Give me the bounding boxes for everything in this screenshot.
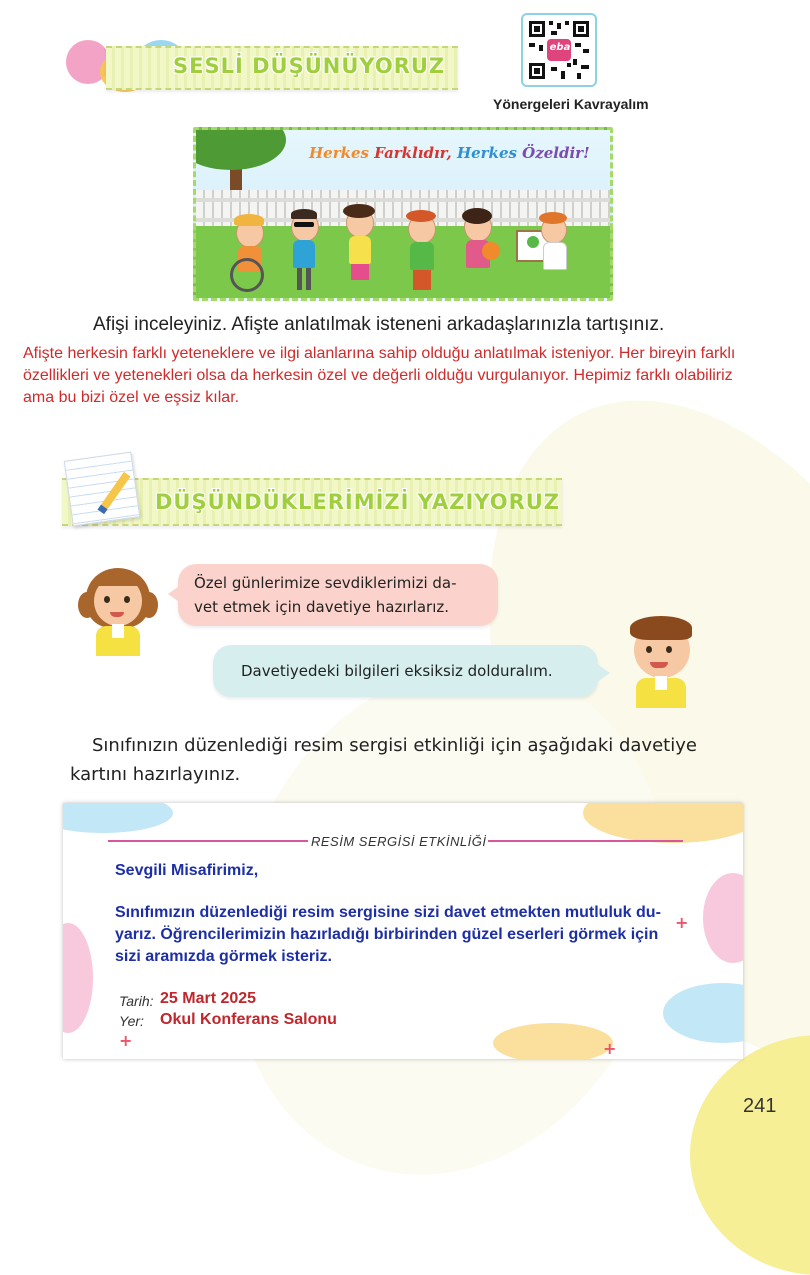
qr-caption: Yönergeleri Kavrayalım — [493, 96, 649, 112]
poster-title-word: Farklıdır, — [374, 144, 452, 162]
section-title: SESLİ DÜŞÜNÜYORUZ — [173, 54, 446, 78]
instruction-text — [70, 731, 770, 789]
answer-line: ama bu bizi özel ve eşsiz kılar. — [23, 389, 240, 406]
qr-code[interactable] — [521, 13, 597, 87]
poster-image — [193, 127, 613, 301]
qr-logo-text: eba — [549, 42, 571, 53]
plus-decoration: + — [603, 1039, 617, 1058]
place-label: Yer: — [119, 1013, 144, 1029]
speech-bubble-girl — [178, 564, 498, 626]
paint-stroke — [663, 983, 743, 1043]
place-value: Okul Konferans Salonu — [160, 1011, 337, 1028]
invitation-card — [63, 803, 743, 1059]
paint-stroke — [583, 803, 743, 843]
paint-stroke — [493, 1023, 613, 1059]
answer-line: Afişte herkesin farklı yeteneklere ve ilgi alanlarına sahip olduğu anlatılmak isteniyor. Her bireyin farklı — [23, 345, 736, 362]
answer-text — [23, 343, 808, 409]
boy-character — [624, 614, 704, 710]
section-banner-sesli-dusunuyoruz — [60, 38, 470, 96]
card-heading: RESİM SERGİSİ ETKİNLİĞİ — [311, 834, 487, 849]
fence-rail — [196, 198, 610, 202]
poster-title-word: Herkes — [309, 144, 369, 162]
bubble-line: Davetiyedeki bilgileri eksiksiz dolduralım. — [241, 662, 553, 680]
poster-title — [309, 144, 590, 162]
card-body-line: yarız. Öğrencilerimizin hazırladığı birbirinden güzel eserleri görmek için — [115, 926, 659, 943]
plus-decoration: + — [675, 913, 689, 932]
date-label: Tarih: — [119, 993, 154, 1009]
heading-rule — [488, 840, 683, 842]
answer-line: özellikleri ve yetenekleri olsa da herkesin özel ve değerli olduğu vurgulanıyor. Hepimiz farklı olabiliriz — [23, 367, 733, 384]
bubble-line: vet etmek için davetiye hazırlarız. — [194, 598, 449, 616]
instruction-line: kartını hazırlayınız. — [70, 764, 241, 785]
page-corner-decoration — [690, 1035, 810, 1275]
paint-stroke — [63, 803, 173, 833]
bubble-line: Özel günlerimize sevdiklerimizi da- — [194, 574, 457, 592]
notebook-paper — [64, 452, 141, 527]
date-value: 25 Mart 2025 — [160, 990, 257, 1007]
poster-title-word: Özeldir! — [522, 144, 590, 162]
card-body — [115, 902, 735, 968]
instruction-line: Sınıfınızın düzenlediği resim sergisi etkinliği için aşağıdaki davetiye — [92, 735, 697, 756]
plus-decoration: + — [119, 1031, 133, 1050]
page-number: 241 — [743, 1095, 777, 1117]
heading-rule — [108, 840, 308, 842]
poster-title-word: Herkes — [456, 144, 517, 162]
paint-stroke — [63, 923, 93, 1033]
card-greeting: Sevgili Misafirimiz, — [115, 862, 259, 879]
question-text: Afişi inceleyiniz. Afişte anlatılmak isteneni arkadaşlarınızla tartışınız. — [93, 314, 665, 335]
speech-bubble-boy — [213, 645, 598, 697]
tree-foliage — [193, 127, 286, 170]
girl-character — [80, 562, 170, 658]
section-title: DÜŞÜNDÜKLERİMİZİ YAZIYORUZ — [155, 490, 561, 514]
card-body-line: Sınıfımızın düzenlediği resim sergisine sizi davet etmekten mutluluk du- — [115, 904, 661, 921]
card-body-line: sizi aramızda görmek isteriz. — [115, 948, 332, 965]
section-banner-dusunduklerimizi-yaziyoruz — [60, 452, 570, 532]
